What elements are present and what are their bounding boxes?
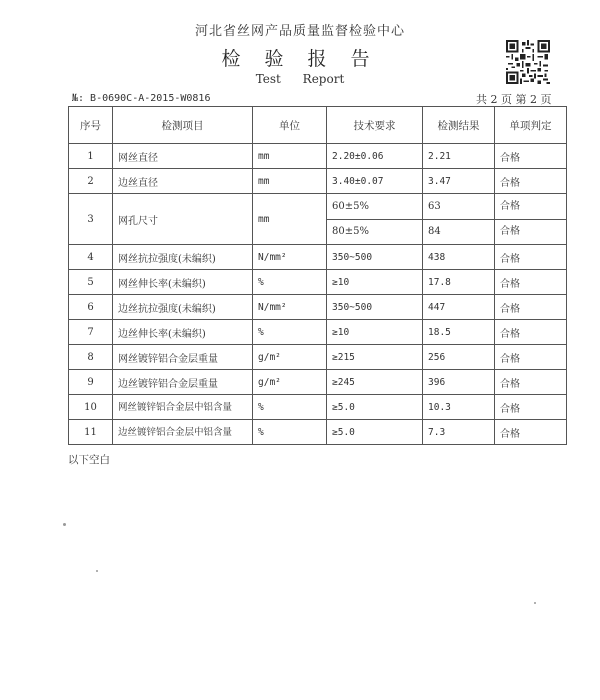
- row-verdict: [495, 194, 567, 245]
- verdict-sub-b: 合格: [495, 219, 566, 244]
- row-verdict: 合格: [495, 270, 567, 295]
- result-sub-b: 84: [423, 219, 494, 244]
- report-subtitle: Test Report: [255, 72, 345, 86]
- scan-speck: [96, 570, 98, 572]
- row-no: 10: [69, 395, 113, 420]
- row-verdict: 合格: [495, 370, 567, 395]
- row-no: 4: [69, 245, 113, 270]
- row-requirement: 350~500: [327, 295, 423, 320]
- row-result: 17.8: [423, 270, 495, 295]
- row-unit: g/m²: [253, 370, 327, 395]
- row-item: 网丝抗拉强度(未编织): [113, 245, 253, 270]
- row-result: 10.3: [423, 395, 495, 420]
- requirement-sub-a: 60±5%: [332, 200, 369, 212]
- row-no: 9: [69, 370, 113, 395]
- row-result: 256: [423, 345, 495, 370]
- row-item: 网丝镀锌铝合金层中铝含量: [113, 395, 253, 420]
- table-header-row: [69, 107, 567, 144]
- row-requirement: 3.40±0.07: [327, 169, 423, 194]
- row-requirement: 350~500: [327, 245, 423, 270]
- header-item: 检测项目: [113, 107, 253, 144]
- row-verdict: 合格: [495, 420, 567, 445]
- row-no: 11: [69, 420, 113, 445]
- row-unit: mm: [253, 169, 327, 194]
- verdict-sub-a: 合格: [500, 200, 520, 212]
- scan-speck: [534, 602, 536, 604]
- report-number: №: B-0690C-A-2015-W0816: [72, 93, 211, 104]
- report-title: 检 验 报 告: [221, 48, 379, 70]
- row-unit: mm: [253, 194, 327, 245]
- row-result: 3.47: [423, 169, 495, 194]
- row-unit: mm: [253, 144, 327, 169]
- row-unit: g/m²: [253, 345, 327, 370]
- row-no: 2: [69, 169, 113, 194]
- header-requirement: 技术要求: [327, 107, 423, 144]
- table-row: [69, 144, 567, 169]
- row-no: 8: [69, 345, 113, 370]
- table-row: [69, 194, 567, 245]
- row-result: 7.3: [423, 420, 495, 445]
- page-indicator: 共 2 页 第 2 页: [476, 93, 552, 106]
- row-item: 边丝直径: [113, 169, 253, 194]
- row-no: 5: [69, 270, 113, 295]
- row-no: 3: [69, 194, 113, 245]
- row-item: 网丝镀锌铝合金层重量: [113, 345, 253, 370]
- table-row: [69, 295, 567, 320]
- table-row: [69, 395, 567, 420]
- row-result: 438: [423, 245, 495, 270]
- row-result: [423, 194, 495, 245]
- row-item: 边丝伸长率(未编织): [113, 320, 253, 345]
- row-unit: %: [253, 395, 327, 420]
- row-no: 7: [69, 320, 113, 345]
- row-verdict: 合格: [495, 295, 567, 320]
- row-result: 447: [423, 295, 495, 320]
- qr-code-icon: [506, 40, 550, 84]
- row-unit: %: [253, 420, 327, 445]
- row-verdict: 合格: [495, 169, 567, 194]
- header-result: 检测结果: [423, 107, 495, 144]
- table-row: [69, 245, 567, 270]
- header-unit: 单位: [253, 107, 327, 144]
- row-result: 18.5: [423, 320, 495, 345]
- row-no: 6: [69, 295, 113, 320]
- results-table: [68, 106, 567, 445]
- result-sub-a: 63: [428, 200, 441, 212]
- table-row: [69, 370, 567, 395]
- table-row: [69, 270, 567, 295]
- row-verdict: 合格: [495, 345, 567, 370]
- row-unit: %: [253, 270, 327, 295]
- header-verdict: 单项判定: [495, 107, 567, 144]
- row-verdict: 合格: [495, 245, 567, 270]
- blank-below-note: 以下空白: [68, 454, 110, 466]
- row-item: 网丝伸长率(未编织): [113, 270, 253, 295]
- row-requirement: ≥10: [327, 270, 423, 295]
- table-row: [69, 345, 567, 370]
- scan-speck: [63, 523, 66, 526]
- row-item: 网丝直径: [113, 144, 253, 169]
- row-unit: N/mm²: [253, 245, 327, 270]
- row-verdict: 合格: [495, 395, 567, 420]
- table-row: [69, 320, 567, 345]
- organization-name: 河北省丝网产品质量监督检验中心: [194, 24, 405, 39]
- row-item: 边丝抗拉强度(未编织): [113, 295, 253, 320]
- row-requirement: ≥5.0: [327, 395, 423, 420]
- row-requirement: 2.20±0.06: [327, 144, 423, 169]
- row-result: 396: [423, 370, 495, 395]
- table-row: [69, 169, 567, 194]
- row-result: 2.21: [423, 144, 495, 169]
- row-unit: %: [253, 320, 327, 345]
- row-requirement: ≥5.0: [327, 420, 423, 445]
- row-verdict: 合格: [495, 144, 567, 169]
- table-row: [69, 420, 567, 445]
- row-verdict: 合格: [495, 320, 567, 345]
- row-requirement: ≥215: [327, 345, 423, 370]
- row-requirement: ≥245: [327, 370, 423, 395]
- row-item: 网孔尺寸: [113, 194, 253, 245]
- row-no: 1: [69, 144, 113, 169]
- row-item: 边丝镀锌铝合金层中铝含量: [113, 420, 253, 445]
- row-requirement: [327, 194, 423, 245]
- requirement-sub-b: 80±5%: [327, 219, 422, 244]
- row-unit: N/mm²: [253, 295, 327, 320]
- row-item: 边丝镀锌铝合金层重量: [113, 370, 253, 395]
- row-requirement: ≥10: [327, 320, 423, 345]
- header-no: 序号: [69, 107, 113, 144]
